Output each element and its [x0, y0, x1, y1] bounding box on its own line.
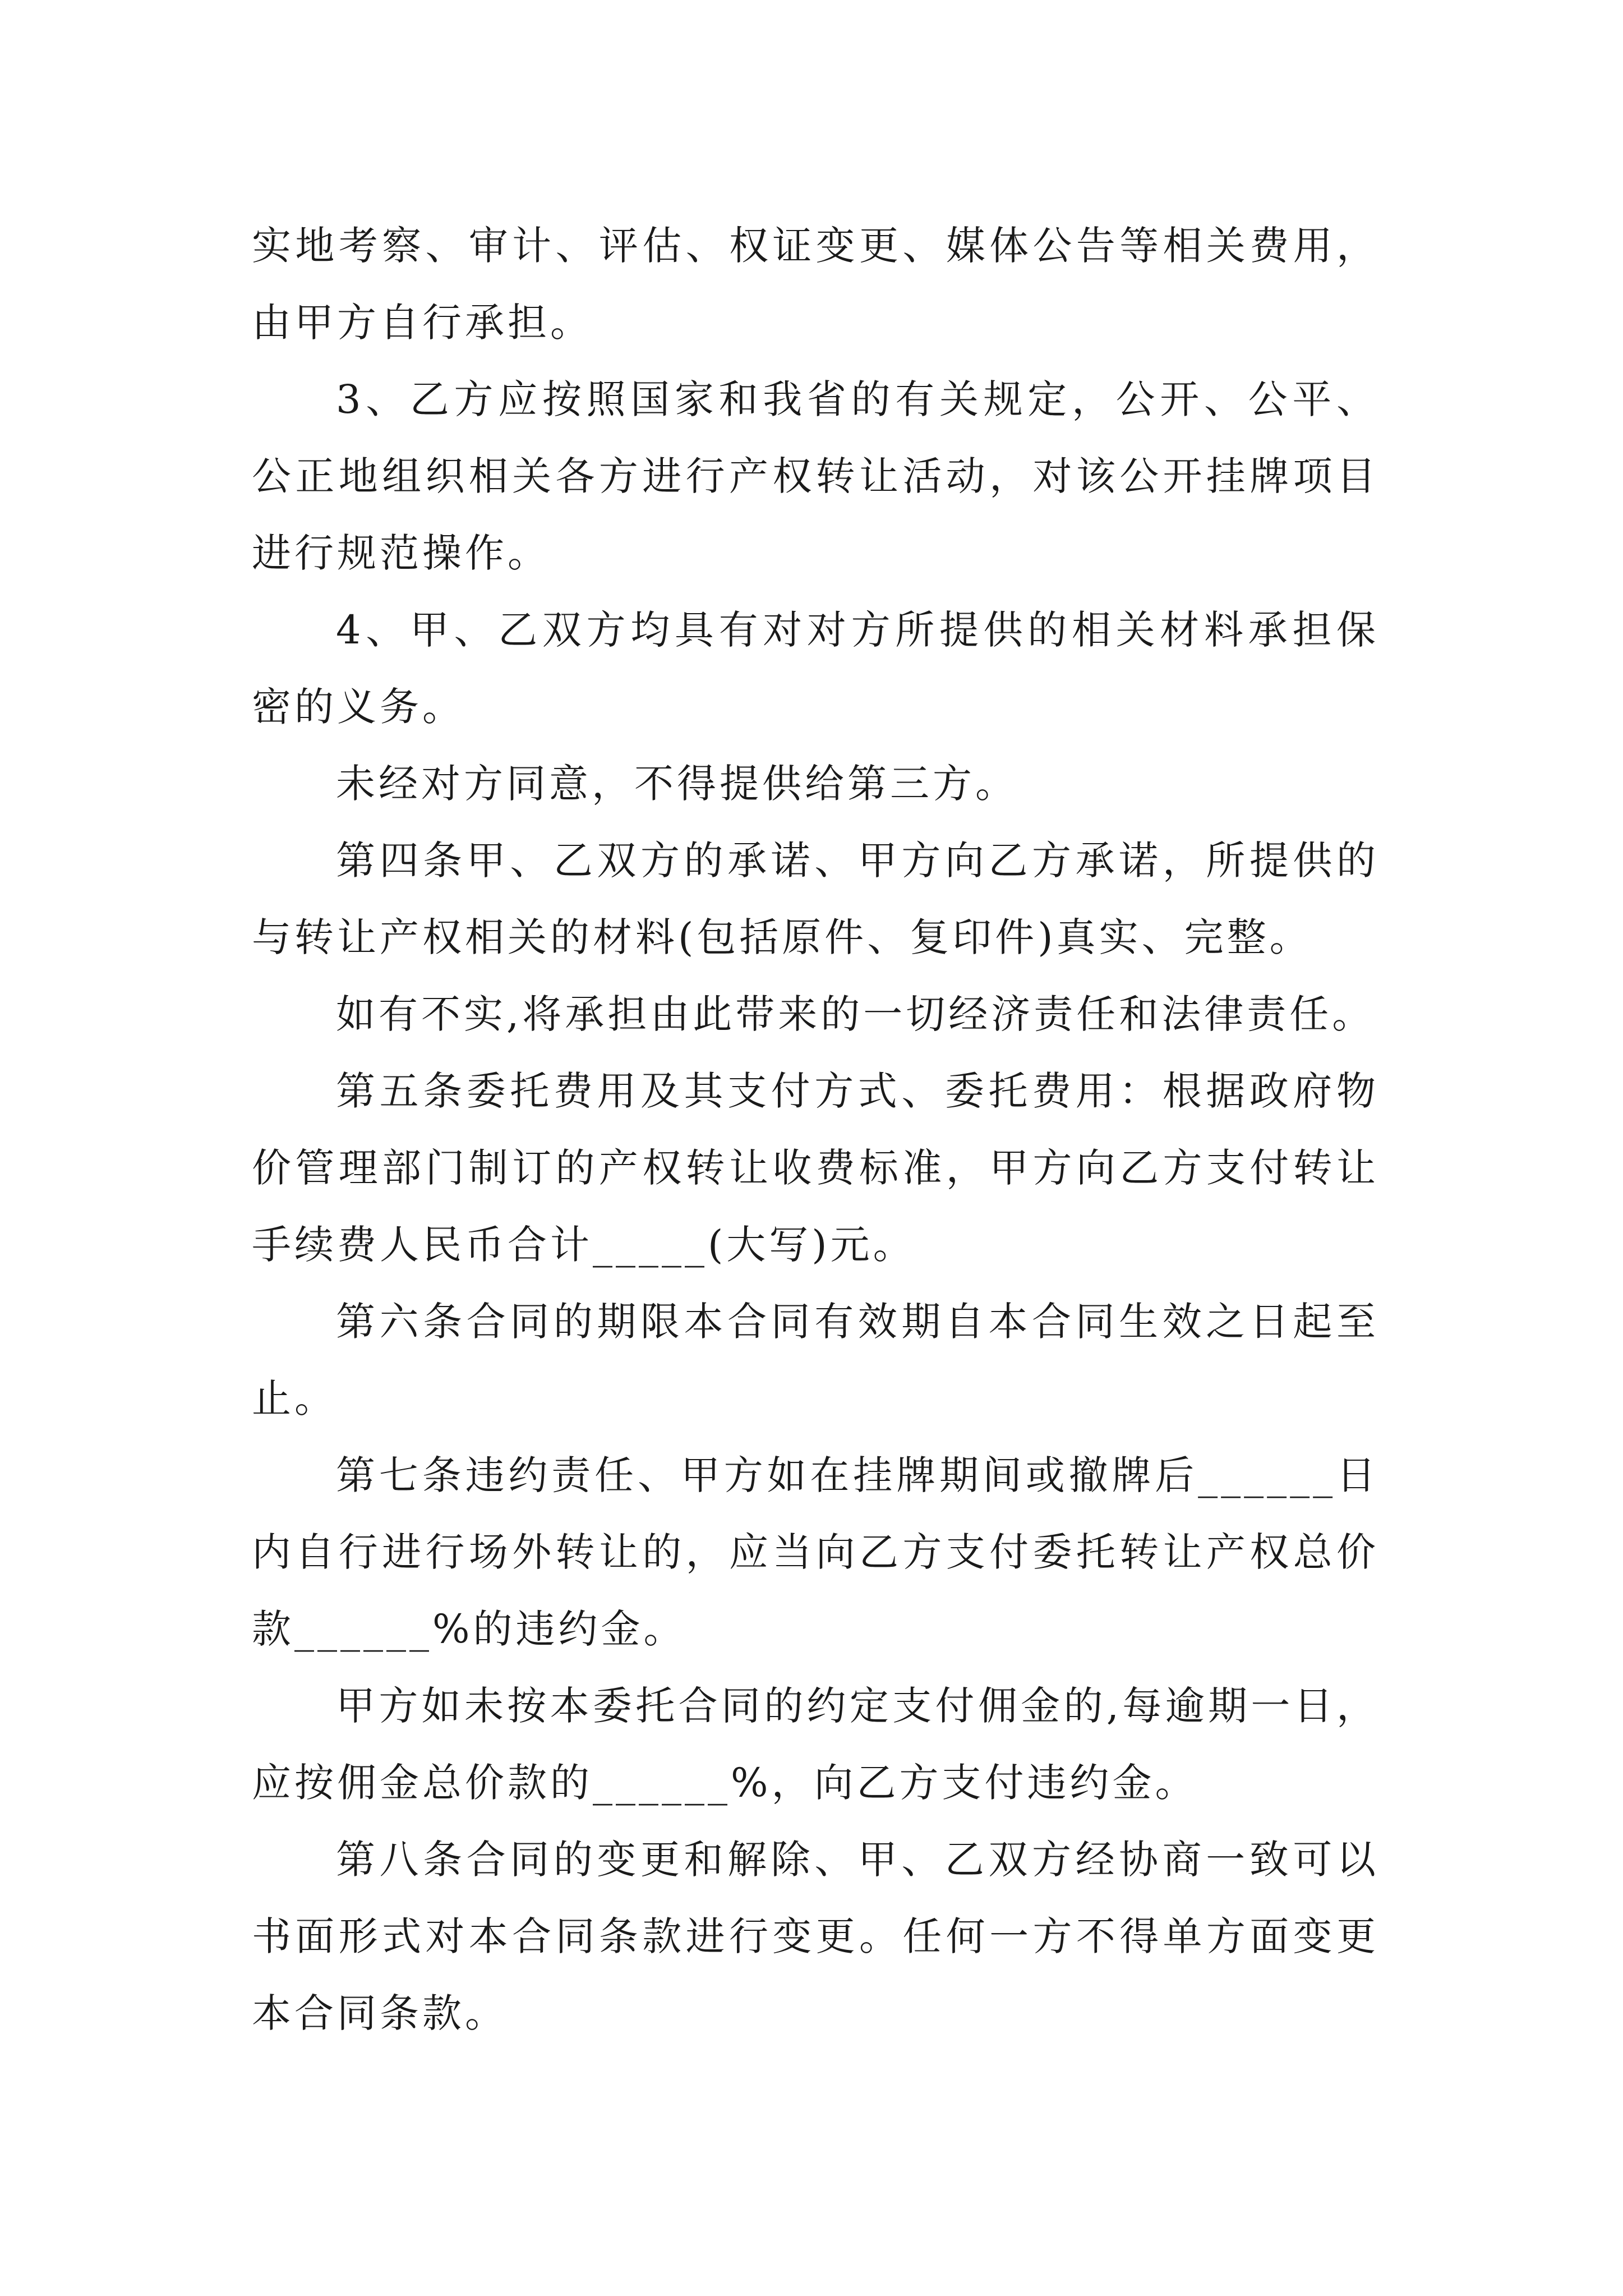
paragraph-fees: 实地考察、审计、评估、权证变更、媒体公告等相关费用，由甲方自行承担。 — [252, 223, 1379, 346]
paragraph-late-payment: 甲方如未按本委托合同的约定支付佣金的,每逾期一日，应按佣金总价款的______%，向乙方支付违约金。 — [252, 1683, 1379, 1806]
paragraph-article-5: 第五条委托费用及其支付方式、委托费用：根据政府物价管理部门制订的产权转让收费标准，甲方向乙方支付转让手续费人民币合计_____(大写)元。 — [252, 1068, 1379, 1268]
paragraph-clause-3: 3、乙方应按照国家和我省的有关规定，公开、公平、公正地组织相关各方进行产权转让活动，对该公开挂牌项目进行规范操作。 — [252, 376, 1379, 576]
paragraph-article-6: 第六条合同的期限本合同有效期自本合同生效之日起至止。 — [252, 1299, 1379, 1421]
document-body — [252, 208, 1379, 2052]
paragraph-article-8: 第八条合同的变更和解除、甲、乙双方经协商一致可以书面形式对本合同条款进行变更。任何一方不得单方面变更本合同条款。 — [252, 1837, 1379, 2036]
paragraph-confidentiality: 未经对方同意，不得提供给第三方。 — [336, 761, 1018, 807]
paragraph-liability: 如有不实,将承担由此带来的一切经济责任和法律责任。 — [336, 991, 1375, 1037]
paragraph-article-4: 第四条甲、乙双方的承诺、甲方向乙方承诺，所提供的与转让产权相关的材料(包括原件、复印件)真实、完整。 — [252, 838, 1379, 960]
paragraph-clause-4: 4、甲、乙双方均具有对对方所提供的相关材料承担保密的义务。 — [252, 607, 1379, 730]
paragraph-article-7: 第七条违约责任、甲方如在挂牌期间或撤牌后______日内自行进行场外转让的，应当向乙方支付委托转让产权总价款______%的违约金。 — [252, 1452, 1379, 1652]
